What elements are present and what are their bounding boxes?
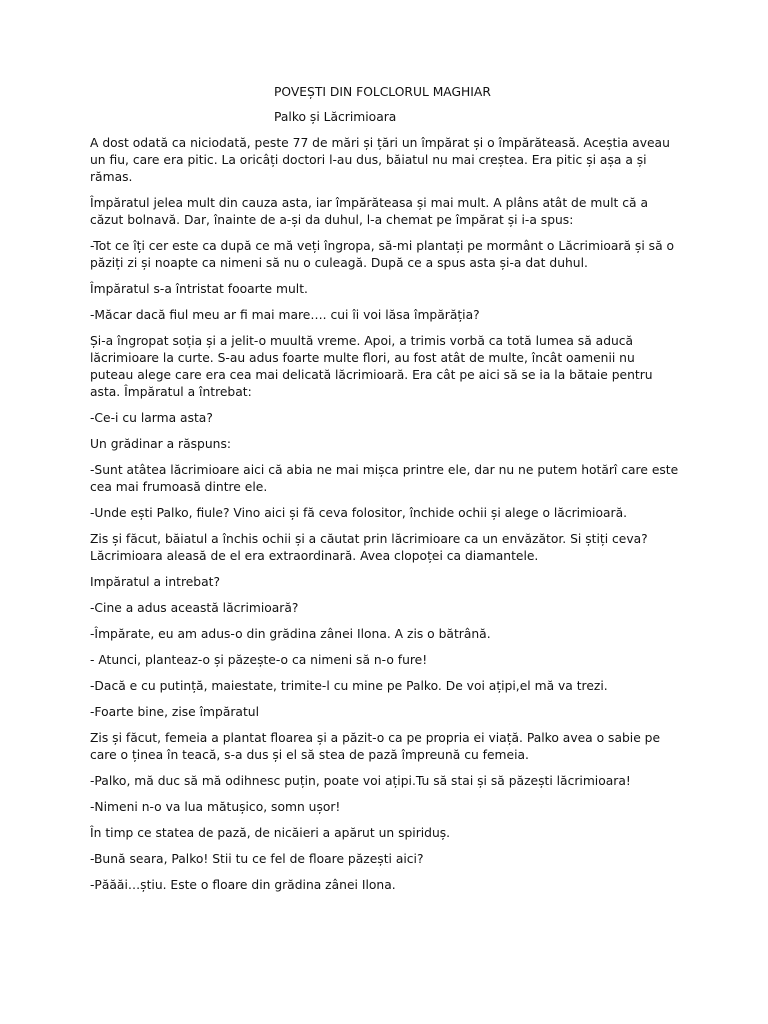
paragraph-12: Impăratul a intrebat? (90, 575, 220, 589)
paragraph-18: Zis și făcut, femeia a plantat floarea și a păzit-o ca pe propria ei viață. Palko avea o sabie pe care o ținea în teacă, s-a dus și el să stea de pază împreună cu femeia. (90, 731, 661, 762)
paragraph-21: În timp ce statea de pază, de nicăieri a apărut un spiriduș. (90, 826, 451, 840)
paragraph-16: -Dacă e cu putință, maiestate, trimite-l cu mine pe Palko. De voi ațipi,el mă va trezi. (90, 679, 608, 693)
paragraph-15: - Atunci, planteaz-o și păzește-o ca nimeni să n-o fure! (90, 653, 428, 667)
paragraph-3: -Tot ce îți cer este ca după ce mă veți îngropa, să-mi plantați pe mormânt o Lăcrimioară și să o păziți zi și noapte ca nimeni să nu o culeagă. După ce a spus asta și-a dat duhul. (90, 239, 675, 270)
paragraph-13: -Cine a adus această lăcrimioară? (90, 601, 299, 615)
paragraph-14: -Împărate, eu am adus-o din grădina zânei Ilona. A zis o bătrână. (90, 627, 491, 641)
paragraph-17: -Foarte bine, zise împăratul (90, 705, 259, 719)
paragraph-2: Împăratul jelea mult din cauza asta, iar împărăteasa și mai mult. A plâns atât de mult că a căzut bolnavă. Dar, înainte de a-și da duhul, l-a chemat pe împărat și i-a spus: (90, 196, 649, 227)
story-title: Palko și Lăcrimioara (274, 110, 397, 124)
paragraph-19: -Palko, mă duc să mă odihnesc puțin, poate voi ațipi.Tu să stai și să păzești lăcrimioara! (90, 774, 631, 788)
paragraph-8: Un grădinar a răspuns: (90, 437, 231, 451)
paragraph-5: -Măcar dacă fiul meu ar fi mai mare…. cui îi voi lăsa împărăția? (90, 308, 480, 322)
paragraph-20: -Nimeni n-o va lua mătușico, somn ușor! (90, 800, 341, 814)
paragraph-4: Împăratul s-a întristat fooarte mult. (90, 282, 308, 296)
paragraph-1: A dost odată ca niciodată, peste 77 de mări și țări un împărat și o împărăteasă. Aceștia aveau un fiu, care era pitic. La oricâți doctori l-au dus, băiatul nu mai creștea. Era pitic și așa a și rămas. (90, 136, 670, 184)
paragraph-9: -Sunt atâtea lăcrimioare aici că abia ne mai mișca printre ele, dar nu ne putem hotărî care este cea mai frumoasă dintre ele. (90, 463, 679, 494)
paragraph-6: Și-a îngropat soția și a jelit-o muultă vreme. Apoi, a trimis vorbă ca totă lumea să aducă lăcrimioare la curte. S-au adus foarte multe flori, au fost atât de multe, încât oamenii nu puteau alege care era cea mai delicată lăcrimioară. Era cât pe aici să se ia la bătaie pentru asta. Împăratul a întrebat: (90, 334, 653, 399)
paragraph-7: -Ce-i cu larma asta? (90, 411, 213, 425)
document-content (90, 84, 680, 903)
document-title: POVEȘTI DIN FOLCLORUL MAGHIAR (274, 85, 491, 99)
paragraph-23: -Păăăi…știu. Este o floare din grădina zânei Ilona. (90, 878, 396, 892)
paragraph-10: -Unde ești Palko, fiule? Vino aici și fă ceva folositor, închide ochii și alege o lăcrimioară. (90, 506, 628, 520)
paragraph-11: Zis și făcut, băiatul a închis ochii și a căutat prin lăcrimioare ca un envăzător. Si știți ceva? Lăcrimioara aleasă de el era extraordinară. Avea clopoței ca diamantele. (90, 532, 648, 563)
paragraph-22: -Bună seara, Palko! Stii tu ce fel de floare păzești aici? (90, 852, 424, 866)
